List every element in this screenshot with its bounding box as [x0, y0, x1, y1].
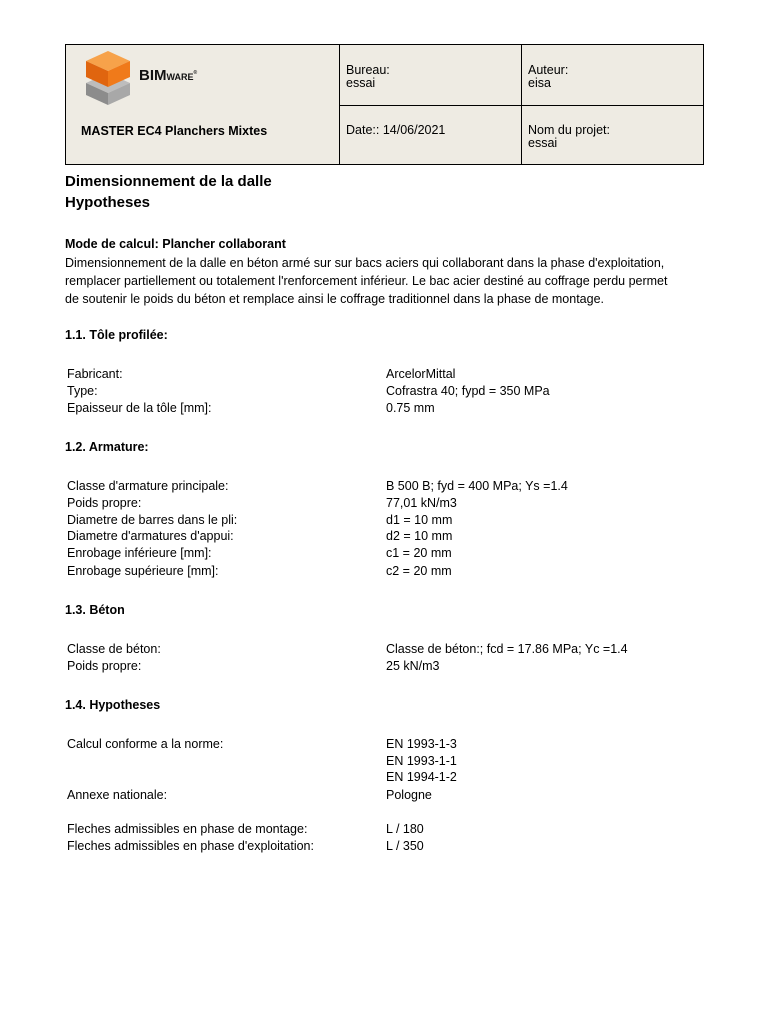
auteur-value: eisa — [528, 76, 551, 90]
row-value: d2 = 10 mm — [386, 529, 453, 543]
intro-line: Dimensionnement de la dalle en béton armé sur sur bacs aciers qui collaborant dans la phase d'exploitation, — [65, 256, 665, 270]
auteur-label: Auteur: — [528, 63, 569, 77]
document-header — [65, 44, 704, 165]
row-value: Cofrastra 40; fypd = 350 MPa — [386, 384, 550, 398]
row-label: Classe d'armature principale: — [67, 479, 229, 493]
logo-text: BIMWARE® — [139, 67, 198, 84]
row-label: Diametre d'armatures d'appui: — [67, 529, 234, 543]
projet-value: essai — [528, 136, 558, 150]
row-label: Enrobage inférieure [mm]: — [67, 546, 212, 560]
date-cell — [346, 124, 445, 137]
bureau-value: essai — [346, 76, 376, 90]
row-label: Calcul conforme a la norme: — [67, 737, 224, 751]
row-label: Poids propre: — [67, 659, 142, 673]
row-value: c2 = 20 mm — [386, 564, 452, 578]
intro-line: de soutenir le poids du béton et remplace ainsi le coffrage traditionnel dans la phase de montage. — [65, 292, 605, 306]
auteur-cell — [528, 64, 568, 90]
row-label: Fleches admissibles en phase d'exploitation: — [67, 839, 314, 853]
intro-paragraph — [65, 254, 705, 308]
row-value: EN 1993-1-1 — [386, 754, 457, 768]
row-label: Type: — [67, 384, 98, 398]
row-value: ArcelorMittal — [386, 367, 456, 381]
bimware-logo — [76, 47, 216, 105]
row-value: c1 = 20 mm — [386, 546, 452, 560]
section-title: 1.3. Béton — [65, 603, 125, 617]
row-value: Classe de béton:; fcd = 17.86 MPa; Yc =1.4 — [386, 642, 628, 656]
calc-mode-heading: Mode de calcul: Plancher collaborant — [65, 237, 286, 251]
row-label: Enrobage supérieure [mm]: — [67, 564, 219, 578]
document-title: MASTER EC4 Planchers Mixtes — [81, 124, 268, 138]
intro-line: remplacer partiellement ou totalement l'renforcement inférieur. Le bac acier destiné au coffrage perdu permet — [65, 274, 668, 288]
row-value: EN 1994-1-2 — [386, 770, 457, 784]
header-divider — [340, 105, 703, 106]
row-label: Poids propre: — [67, 496, 142, 510]
section-title: 1.1. Tôle profilée: — [65, 328, 168, 342]
row-label: Classe de béton: — [67, 642, 161, 656]
section-title: 1.4. Hypotheses — [65, 698, 161, 712]
row-value: 77,01 kN/m3 — [386, 496, 457, 510]
row-label: Fabricant: — [67, 367, 123, 381]
date-text: Date:: 14/06/2021 — [346, 123, 446, 137]
row-label: Annexe nationale: — [67, 788, 168, 802]
section-title: 1.2. Armature: — [65, 440, 149, 454]
row-label: Diametre de barres dans le pli: — [67, 513, 238, 527]
row-value: 25 kN/m3 — [386, 659, 440, 673]
row-value: EN 1993-1-3 — [386, 737, 457, 751]
bureau-label: Bureau: — [346, 63, 390, 77]
row-label: Fleches admissibles en phase de montage: — [67, 822, 308, 836]
projet-label: Nom du projet: — [528, 123, 610, 137]
row-value: 0.75 mm — [386, 401, 435, 415]
row-label: Epaisseur de la tôle [mm]: — [67, 401, 212, 415]
page-subtitle: Hypotheses — [65, 194, 151, 211]
bureau-cell — [346, 64, 390, 90]
row-value: d1 = 10 mm — [386, 513, 453, 527]
row-value: Pologne — [386, 788, 432, 802]
page-title: Dimensionnement de la dalle — [65, 173, 272, 190]
projet-cell — [528, 124, 610, 150]
row-value: B 500 B; fyd = 400 MPa; Ys =1.4 — [386, 479, 568, 493]
row-value: L / 350 — [386, 839, 424, 853]
row-value: L / 180 — [386, 822, 424, 836]
